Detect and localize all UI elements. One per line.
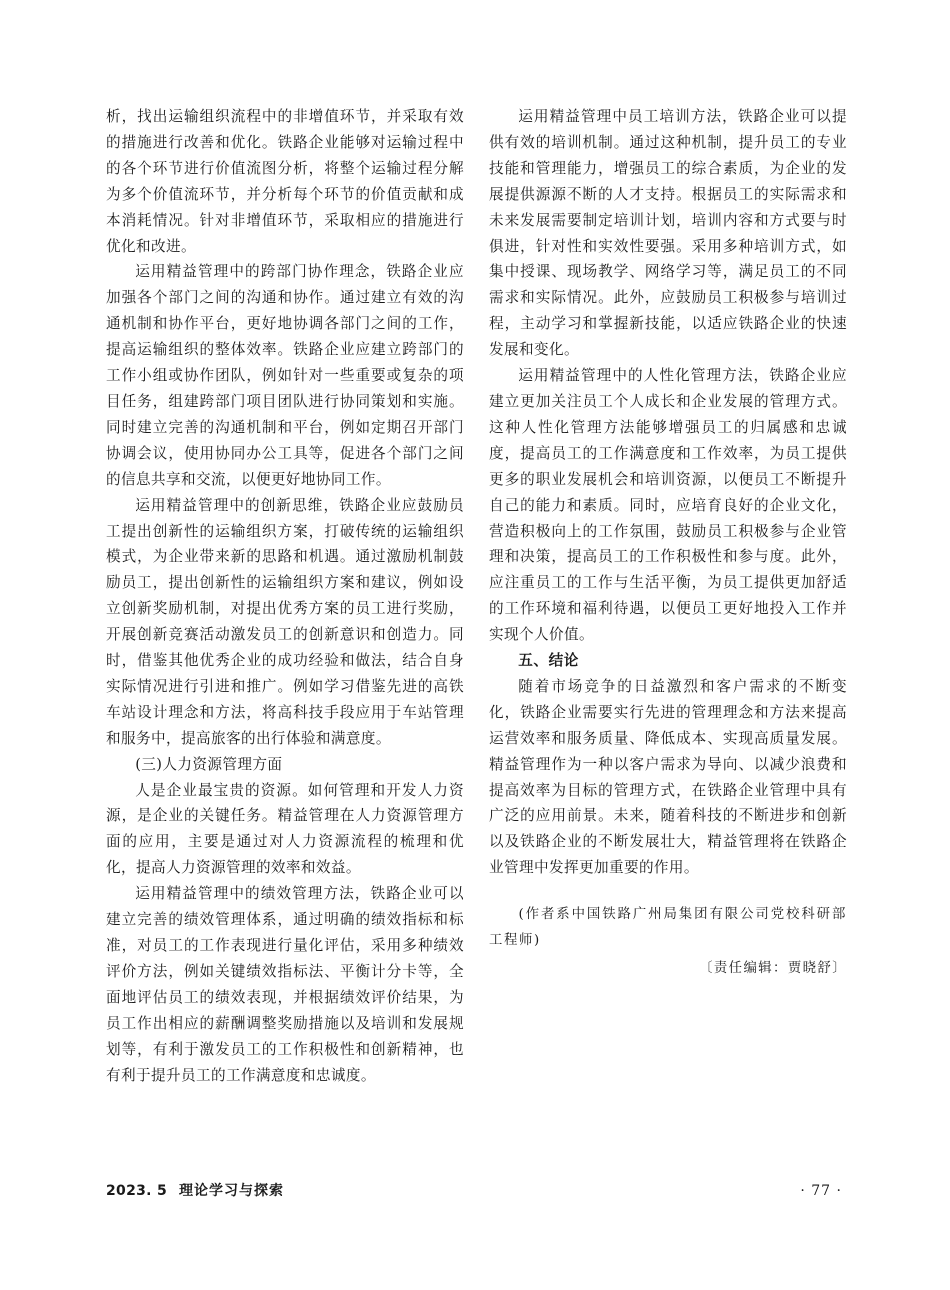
journal-info	[106, 1178, 284, 1204]
page-footer	[106, 1178, 848, 1204]
paragraph: 运用精益管理中员工培训方法，铁路企业可以提供有效的培训机制。通过这种机制，提升员工的专业技能和管理能力，增强员工的综合素质，为企业的发展提供源源不断的人才支持。根据员工的实际需求和未来发展需要制定培训计划，培训内容和方式要与时俱进，针对性和实效性要强。采用多种培训方式，如集中授课、现场教学、网络学习等，满足员工的不同需求和实际情况。此外，应鼓励员工积极参与培训过程，主动学习和掌握新技能，以适应铁路企业的快速发展和变化。	[489, 108, 847, 359]
paragraph: 运用精益管理中的创新思维，铁路企业应鼓励员工提出创新性的运输组织方案，打破传统的运输组织模式，为企业带来新的思路和机遇。通过激励机制鼓励员工，提出创新性的运输组织方案和建议，例如设立创新奖励机制，对提出优秀方案的员工进行奖励，开展创新竞赛活动激发员工的创新意识和创造力。同时，借鉴其他优秀企业的成功经验和做法，结合自身实际情况进行引进和推广。例如学习借鉴先进的高铁车站设计理念和方法，将高科技手段应用于车站管理和服务中，提高旅客的出行体验和满意度。	[106, 496, 464, 747]
paragraph: 运用精益管理中的人性化管理方法，铁路企业应建立更加关注员工个人成长和企业发展的管理方式。这种人性化管理方法能够增强员工的归属感和忠诚度，提高员工的工作满意度和工作效率，为员工提供更多的职业发展机会和培训资源，以便员工不断提升自己的能力和素质。同时，应培育良好的企业文化，营造积极向上的工作氛围，鼓励员工积极参与企业管理和决策，提高员工的工作积极性和参与度。此外，应注重员工的工作与生活平衡，为员工提供更加舒适的工作环境和福利待遇，以便员工更好地投入工作并实现个人价值。	[489, 367, 847, 644]
paragraph: 运用精益管理中的绩效管理方法，铁路企业可以建立完善的绩效管理体系，通过明确的绩效指标和标准，对员工的工作表现进行量化评估，采用多种绩效评价方法，例如关键绩效指标法、平衡计分卡等，全面地评估员工的绩效表现，并根据绩效评价结果，为员工作出相应的薪酬调整奖励措施以及培训和发展规划等，有利于激发员工的工作积极性和创新精神，也有利于提升员工的工作满意度和忠诚度。	[106, 885, 464, 1084]
section-heading: 五、结论	[518, 652, 579, 670]
right-column	[489, 104, 847, 982]
author-note: (作者系中国铁路广州局集团有限公司党校科研部工程师)	[489, 907, 847, 949]
editor-note: 〔责任编辑：贾晓舒〕	[699, 961, 847, 976]
conclusion-paragraph: 随着市场竞争的日益激烈和客户需求的不断变化，铁路企业需要实行先进的管理理念和方法来提高运营效率和服务质量、降低成本、实现高质量发展。精益管理作为一种以客户需求为导向、以减少浪费和提高效率为目标的管理方式，在铁路企业管理中具有广泛的应用前景。未来，随着科技的不断进步和创新以及铁路企业的不断发展壮大，精益管理将在铁路企业管理中发挥更加重要的作用。	[489, 677, 847, 877]
journal-name: 理论学习与探索	[179, 1183, 284, 1199]
page-number: · 77 ·	[800, 1183, 842, 1199]
paragraph: 运用精益管理中的跨部门协作理念，铁路企业应加强各个部门之间的沟通和协作。通过建立有效的沟通机制和协作平台，更好地协调各部门之间的工作，提高运输组织的整体效率。铁路企业应建立跨部门的工作小组或协作团队，例如针对一些重要或复杂的项目任务，组建跨部门项目团队进行协同策划和实施。同时建立完善的沟通机制和平台，例如定期召开部门协调会议，使用协同办公工具等，促进各个部门之间的信息共享和交流，以便更好地协同工作。	[106, 263, 464, 488]
section-subheading: (三)人力资源管理方面	[135, 755, 283, 773]
paragraph: 人是企业最宝贵的资源。如何管理和开发人力资源，是企业的关键任务。精益管理在人力资源管理方面的应用，主要是通过对人力资源流程的梳理和优化，提高人力资源管理的效率和效益。	[106, 781, 464, 877]
issue-number: 2023. 5	[106, 1183, 167, 1199]
paragraph: 析，找出运输组织流程中的非增值环节，并采取有效的措施进行改善和优化。铁路企业能够对运输过程中的各个环节进行价值流图分析，将整个运输过程分解为多个价值流环节，并分析每个环节的价值贡献和成本消耗情况。针对非增值环节，采取相应的措施进行优化和改进。	[106, 108, 464, 255]
left-column	[106, 104, 464, 1088]
